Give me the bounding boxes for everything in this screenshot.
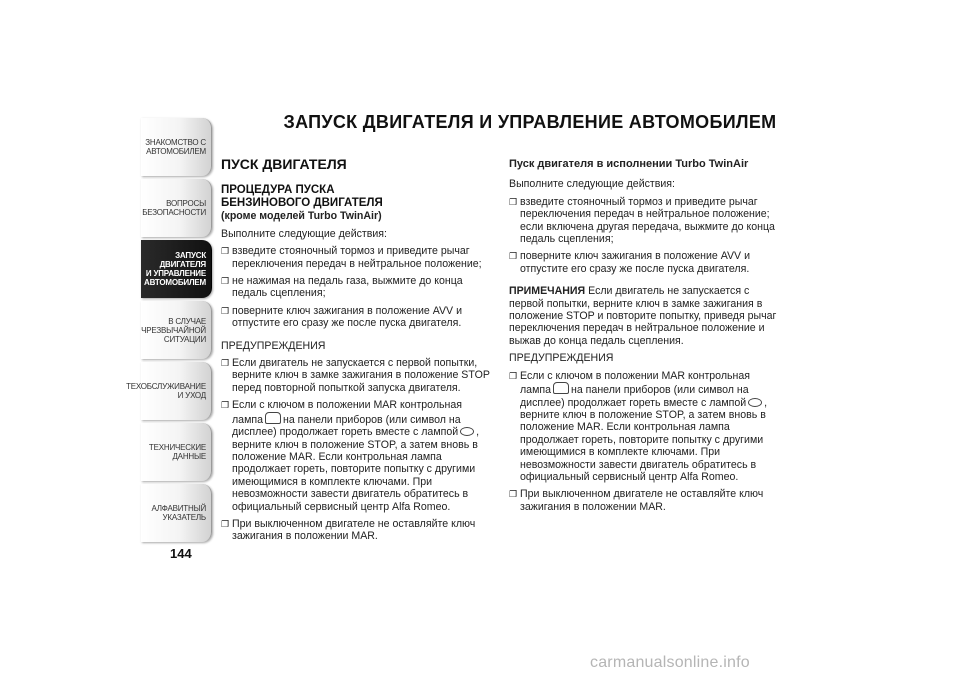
steps-list: [221, 245, 493, 329]
tab-label: ЗАПУСК ДВИГАТЕЛЯ И УПРАВЛЕНИЕ АВТОМОБИЛЕМ: [144, 251, 206, 287]
page-number: 144: [170, 546, 192, 561]
engine-warning-icon: [265, 412, 281, 424]
intro-text: Выполните следующие действия:: [221, 227, 387, 240]
tab-technical-data[interactable]: [141, 423, 212, 481]
note-label: ПРИМЕЧАНИЯ: [509, 285, 586, 298]
list-item: ❐ поверните ключ зажигания в положение AVV и отпустите его сразу же после пуска двигателя.: [221, 305, 493, 330]
note-text: Если двигатель не запускается с первой попытки, верните ключ в замке зажигания в положение STOP и повторите попытку, приведя рычаг переключения передач в нейтральное положение и выжав до конца педаль сцепления.: [509, 285, 777, 347]
tab-label: ТЕХНИЧЕСКИЕ ДАННЫЕ: [148, 443, 206, 461]
twinair-heading: Пуск двигателя в исполнении Turbo TwinAir: [509, 158, 749, 170]
warning-text: , верните ключ в положение STOP, а затем вновь в положение MAR. Если контрольная лампа продолжает гореть, повторите попытку с другими имеющимися в комплекте ключами. При невозможности завести двигатель обратитесь в официальный сервисный центр Alfa Romeo.: [520, 396, 768, 483]
watermark: carmanualsonline.info: [590, 654, 750, 671]
warnings-label: ПРЕДУПРЕЖДЕНИЯ: [509, 352, 614, 365]
right-column: [509, 158, 781, 518]
immobilizer-key-icon: [460, 427, 474, 436]
tab-maintenance[interactable]: [126, 362, 212, 420]
tab-label: АЛФАВИТНЫЙ УКАЗАТЕЛЬ: [151, 504, 206, 522]
warning-text: на панели приборов (или символ на дисплее) продолжает гореть вместе с лампой: [520, 384, 749, 409]
tab-safety[interactable]: [141, 179, 212, 237]
immobilizer-key-icon: [748, 398, 762, 407]
warning-text: Если с ключом в положении MAR контрольная лампа: [232, 399, 463, 426]
list-item: ❐ При выключенном двигателе не оставляйте ключ зажигания в положении MAR.: [509, 488, 781, 513]
list-item: ❐ взведите стояночный тормоз и приведите рычаг переключения передач в нейтральное положение;: [221, 245, 493, 270]
tab-index[interactable]: [141, 484, 212, 542]
tab-label: ВОПРОСЫ БЕЗОПАСНОСТИ: [142, 199, 206, 217]
warning-text: Если с ключом в положении MAR контрольная лампа: [520, 369, 751, 397]
warnings-list: [221, 357, 493, 543]
tab-starting-driving[interactable]: [141, 240, 212, 298]
warning-text: , верните ключ в положение STOP, а затем вновь в положение MAR. Если контрольная лампа продолжает гореть, повторите попытку с другими имеющимися в комплекте ключами. При невозможности завести двигатель обратитесь в официальный сервисный центр Alfa Romeo.: [232, 426, 480, 513]
tab-label: В СЛУЧАЕ ЧРЕЗВЫЧАЙНОЙ СИТУАЦИИ: [141, 316, 206, 344]
left-column: [221, 158, 493, 548]
tab-intro[interactable]: [141, 118, 212, 176]
section-heading: ПУСК ДВИГАТЕЛЯ: [221, 156, 347, 172]
note-paragraph: [509, 285, 781, 347]
list-item: ❐ При выключенном двигателе не оставляйте ключ зажигания в положении MAR.: [221, 518, 493, 543]
engine-warning-icon: [553, 382, 569, 394]
list-item: ❐ Если двигатель не запускается с первой попытки, верните ключ в замке зажигания в положение STOP перед повторной попыткой запуска двигателя.: [221, 357, 493, 394]
page-title: ЗАПУСК ДВИГАТЕЛЯ И УПРАВЛЕНИЕ АВТОМОБИЛЕМ: [283, 112, 777, 132]
intro-text: Выполните следующие действия:: [509, 178, 675, 191]
tab-label: ЗНАКОМСТВО С АВТОМОБИЛЕМ: [145, 138, 206, 156]
tab-emergency[interactable]: [141, 301, 212, 359]
list-item: ❐ не нажимая на педаль газа, выжмите до конца педаль сцепления;: [221, 275, 493, 300]
list-item: ❐ поверните ключ зажигания в положение AVV и отпустите его сразу же после пуска двигателя.: [509, 250, 781, 275]
list-item: [221, 399, 493, 513]
steps-list: [509, 196, 781, 275]
procedure-note: (кроме моделей Turbo TwinAir): [221, 210, 382, 223]
list-item: ❐ взведите стояночный тормоз и приведите рычаг переключения передач в нейтральное положение; если включена другая передача, выжмите до конца педаль сцепления;: [509, 196, 781, 246]
warnings-list: [509, 370, 781, 513]
warning-text: на панели приборов (или символ на дисплее) продолжает гореть вместе с лампой: [232, 413, 461, 439]
tab-label: ТЕХОБСЛУЖИВАНИЕ И УХОД: [126, 382, 206, 400]
list-item: [509, 370, 781, 484]
procedure-heading: ПРОЦЕДУРА ПУСКА БЕНЗИНОВОГО ДВИГАТЕЛЯ: [221, 184, 383, 210]
warnings-label: ПРЕДУПРЕЖДЕНИЯ: [221, 339, 326, 352]
